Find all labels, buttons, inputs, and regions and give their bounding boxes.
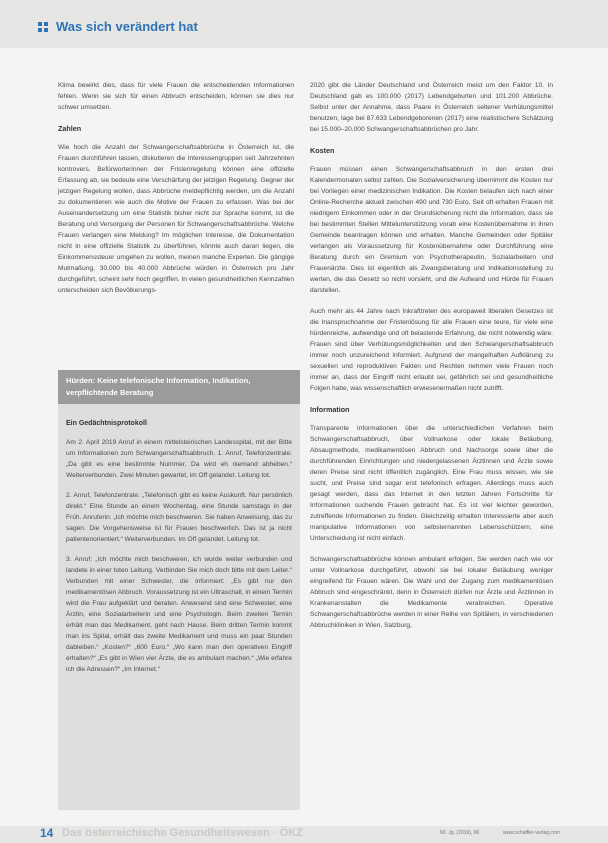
box-paragraph-2: 2. Anruf, Telefonzentrale: „Telefonisch gibt es keine Auskunft. Nur persönlich direkt.“ Eine Stunde an einem Wochentag, eine Stunde samstags in der Früh. Anruferin: „Ich möchte mich beschweren. Sie haben Anweisung, das zu sagen. Die Vorgehensweise ist für Frauen beschwerlich. Das ist ja nicht patientenorientiert.“ Weiterverbunden. Im Off gelandet. Leitung tot.	[66, 492, 292, 543]
website-url: www.schaffler-verlag.com	[503, 830, 560, 836]
box-body	[58, 404, 300, 675]
right-top-paragraph: 2020 gibt die Länder Deutschland und Österreich meist um den Faktor 10. In Deutschland gab es 100.000 (2017) Lebendgeburten und 101.200 Abbrüche. Selbst unter der Annahme, dass Paare in Österreich seltener Verhütungsmittel benutzen, lage bei 87.633 Lebendgeborenen (2017) eine realistischere Schätzung bei 15.000–20.000 Schwangerschaftsabbrüchen pro Jahr.	[310, 82, 553, 133]
section-title	[38, 19, 198, 34]
right-column	[310, 80, 553, 641]
information-paragraph: Transparente Informationen über die unterschiedlichen Verfahren beim Schwangerschaftsabbruch, über Vollnarkose oder lokale Betäubung, Absaugmethode, medikamentösen Abbruch und Nachsorge sowie über die durchführenden Einrichtungen und niedergelassenen Ärztinnen und Ärzte sowie deren Preise sind nicht öffentlich zugänglich. Eine Frau muss wissen, wie sie sucht, und Preise sind sogar erst telefonisch erfragen. Allerdings muss auch gesagt werden, dass das Internet in den letzten Jahren Fortschritte für Informationen suchende Frauen gebracht hat. Es ist viel leichter geworden, zutreffende Informationen zu finden. Gleichzeitig erhalten Interessierte aber auch manipulative Informationen von selbsternannten Lebensschützern, eine Unterscheidung ist nicht einfach.	[310, 425, 553, 542]
intro-paragraph: Klima bewirkt dies, dass für viele Frauen die entscheidenden Informationen fehlen. Wenn sie sich für einen Abbruch entscheiden, können sie dies nur schwer umsetzen.	[58, 82, 294, 111]
zahlen-paragraph: Wie hoch die Anzahl der Schwangerschaftsabbrüche in Österreich ist, die Frauen durchführen lassen, diskutieren die Interessengruppen seit Jahrzehnten kontrovers. Befürworterinnen der Fristenregelung können eine offizielle Erfassung ab, sie bedeute eine Verschärfung der jetzigen Regelung. Gegner der jetzigen Regelung wollen, dass Abbrüche meldepflichtig werden, um die Anzahl zu dokumentieren wie auch die Motive der Frauen zu erfassen. Was bei der Auseinandersetzung um eine Statistik bisher nicht zur Sprache kommt, ist die Beratung und Versorgung der Personen für Schwangerschaftsabbrüche. Welche Frauen verlangen eine Meldung? Im möglichen Interesse, die Dokumentation nicht in eine offizielle Statistik zu überführen, könnte auch daran liegen, die Einkommenssteuer umgehen zu wollen, meinen manche Experten. Die gängige Mutmaßung, 30.000 bis 40.000 Abbrüche würden in Österreich pro Jahr durchgeführt, scheint sehr hoch gegriffen. In vielen gesundheitlichen Kennzahlen unterscheiden sich Bevölkerungs-	[58, 144, 294, 294]
box-paragraph-1: Am 2. April 2019 Anruf in einem mittelsteirischen Landesspital, mit der Bitte um Informationen zum Schwangerschaftsabbruch. 1. Anruf, Telefonzentrale: „Da gibt es eine bestimmte Nummer. Da wird eh niemand abheben.“ Weiterverbunden. Zwei Minuten gewartet, im Off gelandet. Leitung tot.	[66, 439, 292, 479]
kosten-paragraph: Frauen müssen einen Schwangerschaftsabbruch in den ersten drei Kalendermonaten selbst zahlen. Die Sozialversicherung übernimmt die Kosten nur bei Vorliegen einer medizinischen Indikation. Die Kosten belaufen sich nach einer Online-Recherche aktuell zwischen 490 und 730 Euro. Seit oft erhalten Frauen mit niedrigem Einkommen oder in der Grundsicherung nicht die Information, dass sie bei bestimmten Stellen Mittelunterstützung vorab eine Kostenübernahme in ihren Gemeinde beantragen können und erhalten. Manche Gemeinden oder Spitäler verlangen als Voraussetzung für Kostenübernahme oder Durchführung eine Beratung durch ein Gremium von Psychotherapeutin, Sozialarbeitern und Frauenärzte. Dies ist eigentlich als Zwangsberatung und Indikationsstellung zu werten, die das Gesetz so nicht vorsieht, und die Aufwand und Hürde für Frauen darstellen.	[310, 166, 553, 294]
zahlen-heading: Zahlen	[58, 124, 82, 133]
box-paragraph-3: 3. Anruf: „Ich möchte mich beschweren, ich wurde weiter verbunden und landete in einer toten Leitung. Verbinden Sie mich doch bitte mit dem Leiter.“ Verbunden mit einer Schwester, die informiert: „Es gibt nur den medikamentösen Abbruch. Voraussetzung ist ein Ultraschall, in einem Termin wird die Frau aufgeklärt und beraten. Anwesend sind eine Schwester, eine Ärztin, eine Sozialarbeiterin und eine Psychologin. Beim zweiten Termin erhält man das Medikament, geht nach Hause. Beim dritten Termin kommt man ins Spital, erhält das zweite Medikament und muss ein paar Stunden dableiben.“ „Kosten?“ „600 Euro.“ „Wo kann man den operativen Eingriff erhalten?“ „Es gibt in Wien vier Ärzte, die es ambulant machen.“ „Wie erfahre ich die Adressen?“ „Im Internet.“	[66, 556, 292, 673]
page-number: 14	[40, 826, 54, 840]
section-title-text: Was sich verändert hat	[56, 19, 198, 34]
page-footer	[0, 826, 608, 843]
box-heading: Hürden: Keine telefonische Information, Indikation, verpflichtende Beratung	[58, 370, 300, 404]
box-subheading: Ein Gedächtnisprotokoll	[66, 420, 147, 427]
left-column	[58, 80, 294, 306]
sidebar-box	[58, 370, 300, 810]
kosten-heading: Kosten	[310, 146, 335, 155]
journal-name: Das österreichische Gesundheitswesen · ÖKZ	[62, 827, 303, 839]
auch-paragraph: Auch mehr als 44 Jahre nach Inkrafttreten des europaweit liberalen Gesetzes ist die Inanspruchnahme der Fristenlösung für alle Frauen eine teure, für viele eine hürdenreiche, aufwendige und oft belastende Erfahrung, die nicht notwendig wäre. Frauen sind über Verhütungsmöglichkeiten und den Schwangerschaftsabbruch immer noch unzureichend informiert. Aufgrund der mangelhaften Aufklärung zu sexuellen und reproduktiven Fakten und Rechten nehmen viele Frauen noch immer an, dass der Eingriff nicht erlaubt sei, gefährlich sei und gesundheitliche Folgen habe, was wissenschaftlich erwiesenermaßen nicht zutrifft.	[310, 308, 553, 392]
grid-dots-icon	[38, 22, 48, 32]
issue-info: 60. Jg. (2019), 06	[440, 830, 480, 836]
page-header	[0, 0, 608, 48]
ambulant-paragraph: Schwangerschaftsabbrüche können ambulant erfolgen. Sie werden nach wie vor unter Vollnarkose durchgeführt, obwohl sie bei lokaler Betäubung weniger eingreifend für Frauen wären. Die Wahl und der Zugang zum medikamentösen Abbruch sind eingeschränkt, denn in Österreich dürfen nur Ärzte und Ärztinnen in Krankenanstalten die Medikamente verabreichen. Operative Schwangerschaftsabbrüche werden in einer Reihe von Spitälern, in verschiedenen Abbruchkliniken in Wien, Salzburg,	[310, 556, 553, 629]
information-heading: Information	[310, 405, 350, 414]
